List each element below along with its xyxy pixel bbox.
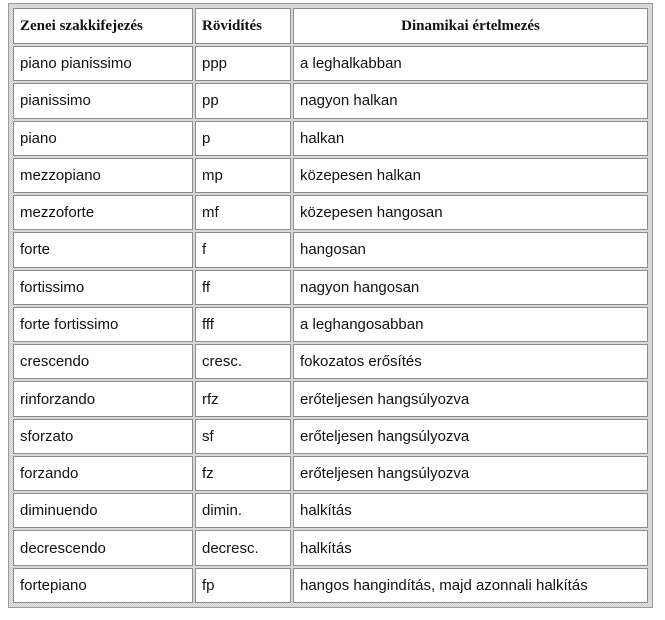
abbreviation-cell: ppp <box>195 46 291 81</box>
table-row <box>13 232 648 267</box>
table-row <box>13 46 648 81</box>
table-row <box>13 307 648 342</box>
meaning-cell: hangosan <box>293 232 648 267</box>
abbreviation-cell: dimin. <box>195 493 291 528</box>
header-abbreviation: Rövidítés <box>195 8 291 44</box>
term-cell: forzando <box>13 456 193 491</box>
table-row <box>13 83 648 118</box>
term-cell: crescendo <box>13 344 193 379</box>
table-row <box>13 419 648 454</box>
meaning-cell: halkítás <box>293 493 648 528</box>
term-cell: decrescendo <box>13 530 193 565</box>
header-meaning: Dinamikai értelmezés <box>293 8 648 44</box>
term-cell: rinforzando <box>13 381 193 416</box>
table-row <box>13 158 648 193</box>
meaning-cell: erőteljesen hangsúlyozva <box>293 456 648 491</box>
meaning-cell: halkítás <box>293 530 648 565</box>
table-row <box>13 121 648 156</box>
meaning-cell: erőteljesen hangsúlyozva <box>293 381 648 416</box>
term-cell: mezzopiano <box>13 158 193 193</box>
abbreviation-cell: mf <box>195 195 291 230</box>
meaning-cell: nagyon hangosan <box>293 270 648 305</box>
table-row <box>13 344 648 379</box>
term-cell: forte <box>13 232 193 267</box>
term-cell: diminuendo <box>13 493 193 528</box>
abbreviation-cell: decresc. <box>195 530 291 565</box>
meaning-cell: hangos hangindítás, majd azonnali halkítás <box>293 568 648 603</box>
table-row <box>13 195 648 230</box>
dynamics-table-frame <box>8 3 653 608</box>
table-row <box>13 270 648 305</box>
table-row <box>13 568 648 603</box>
term-cell: pianissimo <box>13 83 193 118</box>
abbreviation-cell: fp <box>195 568 291 603</box>
term-cell: sforzato <box>13 419 193 454</box>
meaning-cell: a leghalkabban <box>293 46 648 81</box>
table-row <box>13 493 648 528</box>
abbreviation-cell: rfz <box>195 381 291 416</box>
header-row <box>13 8 648 44</box>
meaning-cell: a leghangosabban <box>293 307 648 342</box>
table-row <box>13 530 648 565</box>
abbreviation-cell: f <box>195 232 291 267</box>
meaning-cell: erőteljesen hangsúlyozva <box>293 419 648 454</box>
term-cell: piano <box>13 121 193 156</box>
dynamics-table <box>11 6 650 605</box>
meaning-cell: halkan <box>293 121 648 156</box>
meaning-cell: közepesen halkan <box>293 158 648 193</box>
term-cell: fortissimo <box>13 270 193 305</box>
meaning-cell: nagyon halkan <box>293 83 648 118</box>
abbreviation-cell: p <box>195 121 291 156</box>
table-row <box>13 381 648 416</box>
term-cell: forte fortissimo <box>13 307 193 342</box>
table-row <box>13 456 648 491</box>
term-cell: mezzoforte <box>13 195 193 230</box>
abbreviation-cell: fff <box>195 307 291 342</box>
term-cell: piano pianissimo <box>13 46 193 81</box>
header-term: Zenei szakkifejezés <box>13 8 193 44</box>
abbreviation-cell: pp <box>195 83 291 118</box>
abbreviation-cell: mp <box>195 158 291 193</box>
abbreviation-cell: fz <box>195 456 291 491</box>
meaning-cell: közepesen hangosan <box>293 195 648 230</box>
meaning-cell: fokozatos erősítés <box>293 344 648 379</box>
abbreviation-cell: cresc. <box>195 344 291 379</box>
abbreviation-cell: ff <box>195 270 291 305</box>
abbreviation-cell: sf <box>195 419 291 454</box>
term-cell: fortepiano <box>13 568 193 603</box>
